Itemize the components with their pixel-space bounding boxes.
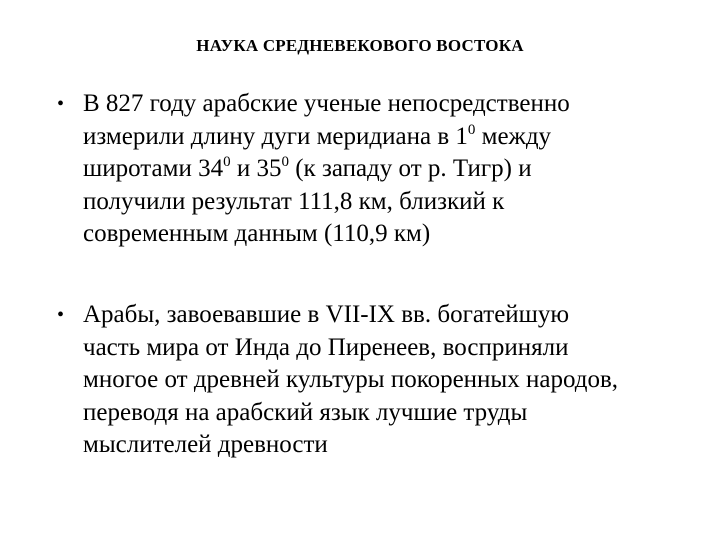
- slide-title: НАУКА СРЕДНЕВЕКОВОГО ВОСТОКА: [196, 36, 524, 55]
- bullet-item-1: [50, 88, 710, 251]
- bullet-line: Арабы, завоевавшие в VII-IX вв. богатейшую: [83, 300, 570, 328]
- bullet-list: [50, 88, 710, 462]
- bullet-line: мыслителей древности: [83, 431, 328, 459]
- degree-superscript: 0: [281, 154, 289, 171]
- bullet-line: переводя на арабский язык лучшие труды: [83, 398, 528, 426]
- bullet-line: часть мира от Инда до Пиренеев, восприняли: [83, 333, 569, 361]
- bullet-line: современным данным (110,9 км): [83, 220, 431, 248]
- degree-superscript: 0: [223, 154, 231, 171]
- bullet-marker: •: [57, 303, 65, 326]
- degree-superscript: 0: [467, 121, 476, 138]
- bullet-text-2: [83, 299, 710, 462]
- bullet-line: получили результат 111,8 км, близкий к: [83, 187, 505, 215]
- bullet-item-2: [50, 299, 710, 462]
- bullet-line: широтами $34^0$ и $35^0$ (к западу от р. Тигр) и: [83, 154, 532, 183]
- bullet-line: В 827 году арабские ученые непосредственно: [83, 90, 570, 117]
- bullet-line: многое от древней культуры покоренных народов,: [83, 366, 618, 394]
- bullet-text-1: [83, 88, 710, 251]
- bullet-marker: •: [57, 93, 65, 115]
- bullet-line: измерили длину дуги меридиана в $1^0$ между: [83, 121, 552, 150]
